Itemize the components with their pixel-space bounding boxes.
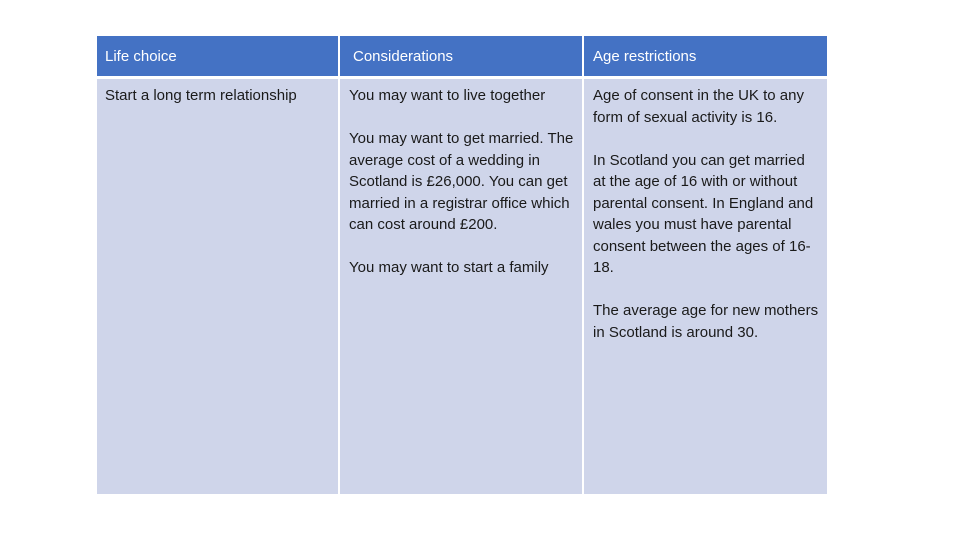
cell-considerations: [339, 78, 583, 496]
header-considerations: [339, 36, 583, 78]
table-header-row: [97, 36, 827, 78]
life-choices-table: [97, 36, 827, 496]
header-considerations-label: Considerations: [353, 47, 454, 65]
header-life-choice: [97, 36, 339, 78]
consideration-family: You may want to start a family: [349, 259, 549, 276]
cell-life-choice: [97, 78, 339, 496]
restriction-new-mothers-age: The average age for new mothers in Scotland is around 30.: [593, 302, 819, 341]
header-age-restrictions-label: Age restrictions: [593, 47, 697, 65]
header-life-choice-label: Life choice: [105, 47, 177, 65]
header-age-restrictions: [583, 36, 827, 78]
consideration-live-together: You may want to live together: [349, 87, 546, 104]
cell-age-restrictions: [583, 78, 827, 496]
table-row: [97, 78, 827, 496]
life-choice-text: Start a long term relationship: [105, 87, 297, 104]
consideration-marriage: You may want to get married. The average cost of a wedding in Scotland is £26,000. You can get married in a registrar office which can cost around £200.: [349, 130, 574, 233]
restriction-age-of-consent: Age of consent in the UK to any form of sexual activity is 16.: [593, 87, 804, 126]
restriction-marriage-age: In Scotland you can get married at the age of 16 with or without parental consent. In England and wales you must have parental consent between the ages of 16-18.: [593, 151, 814, 276]
